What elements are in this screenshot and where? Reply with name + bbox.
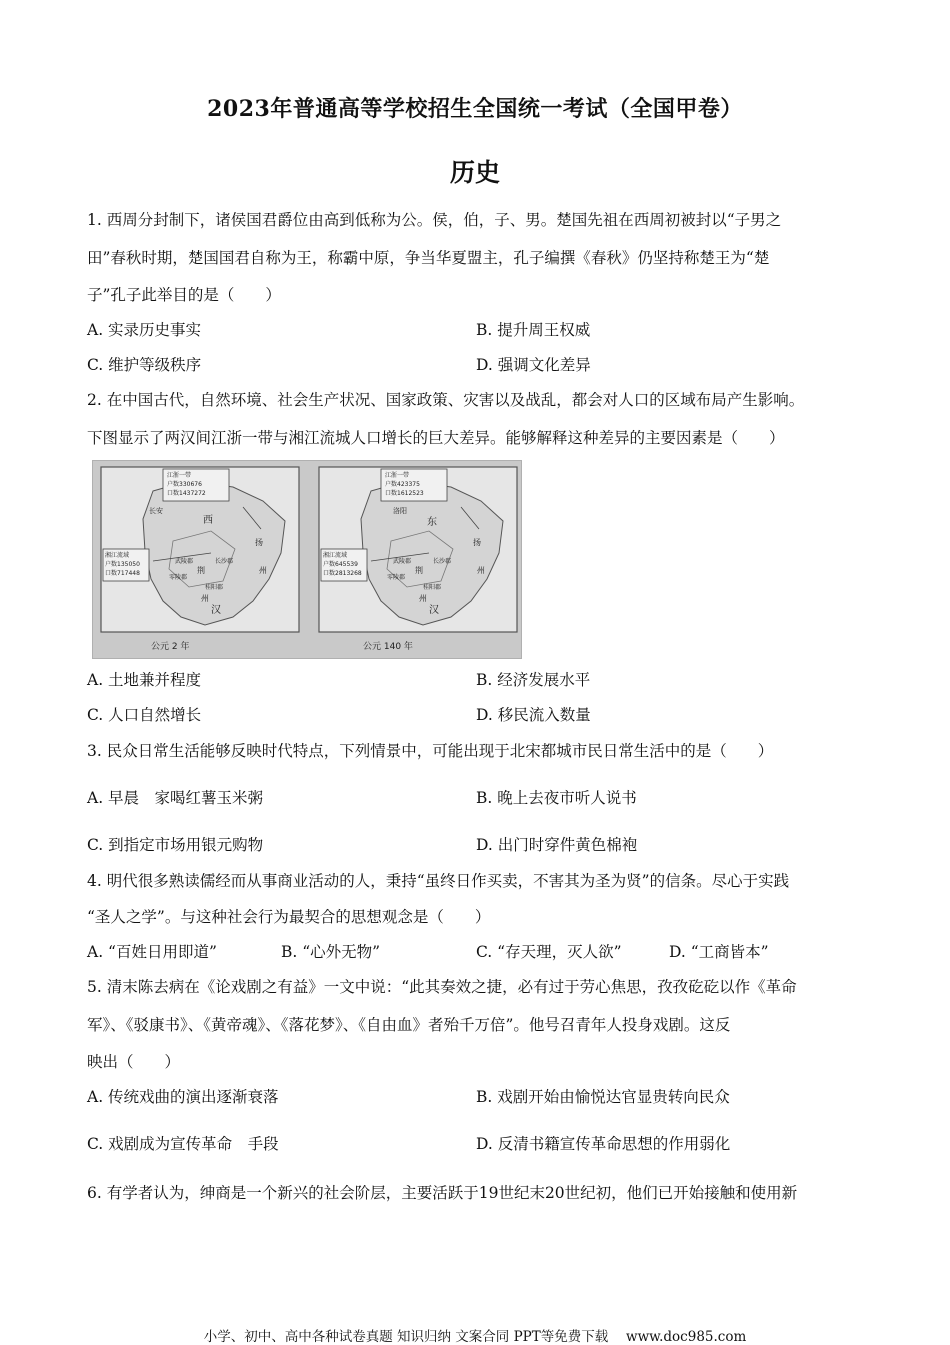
- q1-option-b: B. 提升周王权威: [476, 321, 591, 339]
- svg-text:东: 东: [427, 517, 437, 528]
- q1-line-1: 1. 西周分封制下，诸侯国君爵位由高到低称为公。侯，伯，子、男。楚国先祖在西周初被封以“子男之: [87, 211, 782, 229]
- svg-text:湘江流域: 湘江流域: [105, 552, 130, 559]
- svg-text:公元 2 年: 公元 2 年: [151, 642, 190, 652]
- population-map-figure: [92, 460, 522, 659]
- right-map: [319, 467, 517, 652]
- subject-title: 历史: [449, 158, 500, 187]
- q2-line-2: 下图显示了两汉间江浙一带与湘江流城人口增长的巨大差异。能够解释这种差异的主要因素是（ ）: [87, 429, 785, 447]
- q5-option-d: D. 反清书籍宣传革命思想的作用弱化: [476, 1135, 731, 1153]
- exam-title: 2023年普通高等学校招生全国统一考试（全国甲卷）: [207, 96, 743, 122]
- left-map: [101, 467, 299, 652]
- svg-text:户数423375: 户数423375: [385, 481, 420, 488]
- svg-text:江浙一带: 江浙一带: [385, 472, 410, 479]
- svg-text:江浙一带: 江浙一带: [167, 472, 192, 479]
- q4-option-a: A. “百姓日用即道”: [87, 943, 217, 961]
- svg-text:荆: 荆: [415, 566, 423, 575]
- q5-line-2: 军》、《驳康书》、《黄帝魂》、《落花梦》、《自由血》者殆千万倍”。他号召青年人投身戏剧。这反: [87, 1016, 731, 1034]
- q5-option-c: C. 戏剧成为宣传革命 手段: [87, 1135, 279, 1153]
- svg-text:户数330676: 户数330676: [167, 481, 202, 488]
- q4-line-1: 4. 明代很多熟读儒经而从事商业活动的人，秉持“虽终日作买卖，不害其为圣为贤”的信条。尽心于实践: [87, 872, 790, 890]
- q1-option-a: A. 实录历史事实: [87, 321, 202, 339]
- q3-line-1: 3. 民众日常生活能够反映时代特点，下列情景中，可能出现于北宋都城市民日常生活中的是（ ）: [87, 742, 774, 760]
- q4-option-d: D. “工商皆本”: [669, 943, 769, 961]
- q3-option-b: B. 晚上去夜市听人说书: [476, 789, 637, 807]
- q1-option-d: D. 强调文化差异: [476, 356, 591, 374]
- svg-text:户数645539: 户数645539: [323, 561, 358, 568]
- q3-option-c: C. 到指定市场用银元购物: [87, 836, 264, 854]
- svg-text:户数135050: 户数135050: [105, 561, 140, 568]
- svg-text:州: 州: [201, 594, 209, 603]
- svg-text:荆: 荆: [197, 566, 205, 575]
- svg-text:口数1437272: 口数1437272: [167, 490, 206, 497]
- page-footer: 小学、初中、高中各种试卷真题 知识归纳 文案合同 PPT等免费下载 www.doc985.com: [203, 1329, 747, 1345]
- svg-text:洛阳: 洛阳: [393, 507, 407, 515]
- q2-option-b: B. 经济发展水平: [476, 671, 591, 689]
- svg-text:扬: 扬: [473, 538, 481, 547]
- svg-text:长安: 长安: [149, 507, 163, 515]
- svg-text:口数717448: 口数717448: [105, 570, 140, 577]
- svg-text:长沙郡: 长沙郡: [433, 558, 452, 565]
- q1-line-2: 田”春秋时期，楚国国君自称为王，称霸中原，争当华夏盟主，孔子编撰《春秋》仍坚持称楚王为“楚: [87, 249, 770, 267]
- q2-option-d: D. 移民流入数量: [476, 706, 591, 724]
- svg-text:州: 州: [419, 594, 427, 603]
- map-illustration: [93, 461, 521, 658]
- q1-option-c: C. 维护等级秩序: [87, 356, 202, 374]
- svg-text:扬: 扬: [255, 538, 263, 547]
- q6-line-1: 6. 有学者认为，绅商是一个新兴的社会阶层，主要活跃于19世纪末20世纪初，他们已开始接触和使用新: [87, 1184, 798, 1202]
- svg-text:零陵郡: 零陵郡: [387, 574, 406, 581]
- q4-line-2: “圣人之学”。与这种社会行为最契合的思想观念是（ ）: [87, 908, 491, 926]
- svg-text:零陵郡: 零陵郡: [169, 574, 188, 581]
- q4-option-c: C. “存天理，灭人欲”: [476, 943, 622, 961]
- q5-option-a: A. 传统戏曲的演出逐渐衰落: [87, 1088, 279, 1106]
- svg-text:汉: 汉: [429, 605, 439, 616]
- svg-text:桂阳郡: 桂阳郡: [423, 584, 442, 591]
- q5-option-b: B. 戏剧开始由愉悦达官显贵转向民众: [476, 1088, 730, 1106]
- q1-line-3: 子”孔子此举目的是（ ）: [87, 286, 281, 304]
- svg-text:州: 州: [259, 566, 267, 575]
- q3-option-d: D. 出门时穿件黄色棉袍: [476, 836, 638, 854]
- svg-text:武陵郡: 武陵郡: [393, 558, 412, 565]
- svg-text:湘江流域: 湘江流域: [323, 552, 348, 559]
- q4-option-b: B. “心外无物”: [281, 943, 381, 961]
- q5-line-1: 5. 清末陈去病在《论戏剧之有益》一文中说：“此其奏效之捷，必有过于劳心焦思，孜孜矻矻以作《革命: [87, 978, 797, 996]
- svg-text:西: 西: [203, 515, 213, 526]
- svg-text:武陵郡: 武陵郡: [175, 558, 194, 565]
- svg-text:桂阳郡: 桂阳郡: [205, 584, 224, 591]
- svg-text:长沙郡: 长沙郡: [215, 558, 234, 565]
- q3-option-a: A. 早晨 家喝红薯玉米粥: [87, 789, 264, 807]
- svg-text:口数1612523: 口数1612523: [385, 490, 424, 497]
- svg-text:汉: 汉: [211, 605, 221, 616]
- q2-option-c: C. 人口自然增长: [87, 706, 202, 724]
- q2-line-1: 2. 在中国古代，自然环境、社会生产状况、国家政策、灾害以及战乱，都会对人口的区域布局产生影响。: [87, 391, 805, 409]
- q2-option-a: A. 土地兼并程度: [87, 671, 202, 689]
- svg-text:州: 州: [477, 566, 485, 575]
- q5-line-3: 映出（ ）: [87, 1053, 181, 1071]
- svg-text:公元 140 年: 公元 140 年: [363, 642, 413, 652]
- svg-text:口数2813268: 口数2813268: [323, 570, 362, 577]
